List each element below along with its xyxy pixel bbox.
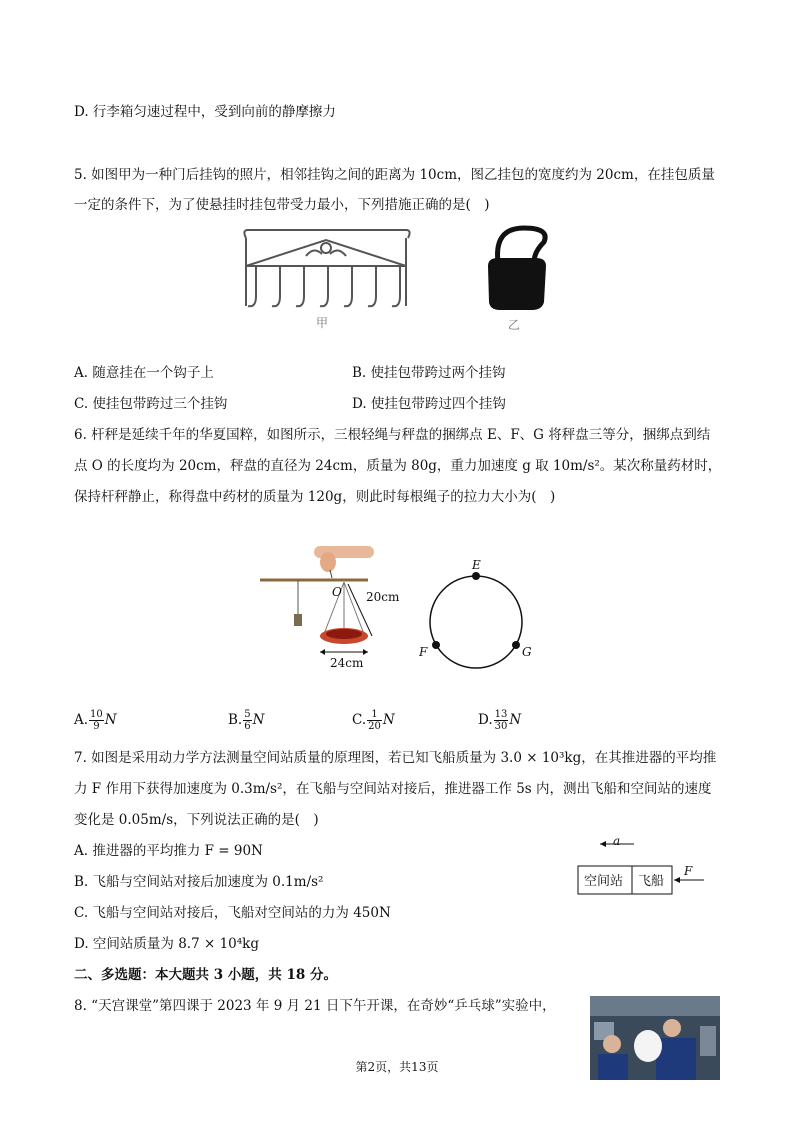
docking-label-f: F bbox=[684, 864, 693, 878]
q6-option-c: C. $\frac{1}{20}$ N bbox=[352, 709, 395, 732]
q5-stem-line2: 一定的条件下，为了使悬挂时挂包带受力最小，下列措施正确的是( ) bbox=[74, 197, 490, 213]
circle-label-e: E bbox=[472, 558, 481, 572]
q6-stem-line3: 保持杆秤静止，称得盘中药材的质量为 120g，则此时每根绳子的拉力大小为( ) bbox=[74, 489, 556, 505]
docking-label-station: 空间站 bbox=[584, 873, 624, 888]
figure-label-yi: 乙 bbox=[508, 318, 521, 332]
q6-option-a: A. $\frac{10}{9}$ N bbox=[74, 709, 117, 732]
circle-label-f: F bbox=[419, 645, 428, 659]
q6-option-b: B. $\frac{5}{6}$ N bbox=[228, 709, 265, 732]
q6-stem-line1: 6. 杆秤是延续千年的华夏国粹，如图所示，三根轻绳与秤盘的捆绑点 E、F、G 将秤盘三等分，捆绑点到结 bbox=[74, 427, 711, 443]
q5-option-c: C. 使挂包带跨过三个挂钩 bbox=[74, 396, 228, 412]
pan-circle-figure bbox=[426, 570, 526, 674]
figure-label-jia: 甲 bbox=[316, 316, 329, 330]
q6-stem-line2: 点 O 的长度均为 20cm，秤盘的直径为 24cm，质量为 80g，重力加速度 g 取 10m/s²。某次称量药材时， bbox=[74, 458, 722, 474]
circle-label-g: G bbox=[522, 645, 532, 659]
q7-stem-line2: 力 F 作用下获得加速度为 0.3m/s²，在飞船与空间站对接后，推进器工作 5s 内，测出飞船和空间站的速度 bbox=[74, 781, 712, 797]
q7-option-c: C. 飞船与空间站对接后，飞船对空间站的力为 450N bbox=[74, 905, 391, 921]
section-multiple-choice-heading: 二、多选题：本大题共 3 小题，共 18 分。 bbox=[74, 967, 337, 983]
q8-stem-line1: 8. “天宫课堂”第四课于 2023 年 9 月 21 日下午开课，在奇妙“乒乓球”实验中， bbox=[74, 998, 556, 1014]
q5-stem-line1: 5. 如图甲为一种门后挂钩的照片，相邻挂钩之间的距离为 10cm，图乙挂包的宽度约为 20cm，在挂包质量 bbox=[74, 167, 715, 183]
steelyard-label-o: O bbox=[332, 585, 342, 599]
docking-label-ship: 飞船 bbox=[638, 873, 665, 888]
q7-option-b: B. 飞船与空间站对接后加速度为 0.1m/s² bbox=[74, 874, 324, 890]
q5-option-d: D. 使挂包带跨过四个挂钩 bbox=[352, 396, 506, 412]
steelyard-label-length: 20cm bbox=[366, 590, 400, 604]
docking-label-a: a bbox=[613, 834, 621, 848]
q4-option-d: D. 行李箱匀速过程中，受到向前的静摩擦力 bbox=[74, 104, 336, 120]
q6-option-d: D. $\frac{13}{30}$ N bbox=[478, 709, 522, 732]
q5-option-b: B. 使挂包带跨过两个挂钩 bbox=[352, 365, 506, 381]
q7-stem-line3: 变化是 0.05m/s，下列说法正确的是( ) bbox=[74, 812, 319, 828]
q7-stem-line1: 7. 如图是采用动力学方法测量空间站质量的原理图，若已知飞船质量为 3.0 × 10³kg，在其推进器的平均推 bbox=[74, 750, 717, 766]
page-footer: 第2页，共13页 bbox=[355, 1060, 439, 1074]
steelyard-label-diameter: 24cm bbox=[330, 656, 364, 670]
bag-figure bbox=[484, 222, 554, 314]
steelyard-figure bbox=[258, 542, 408, 672]
q7-option-d: D. 空间站质量为 8.7 × 10⁴kg bbox=[74, 936, 259, 952]
q7-option-a: A. 推进器的平均推力 F = 90N bbox=[74, 843, 263, 859]
q5-option-a: A. 随意挂在一个钩子上 bbox=[74, 365, 214, 381]
